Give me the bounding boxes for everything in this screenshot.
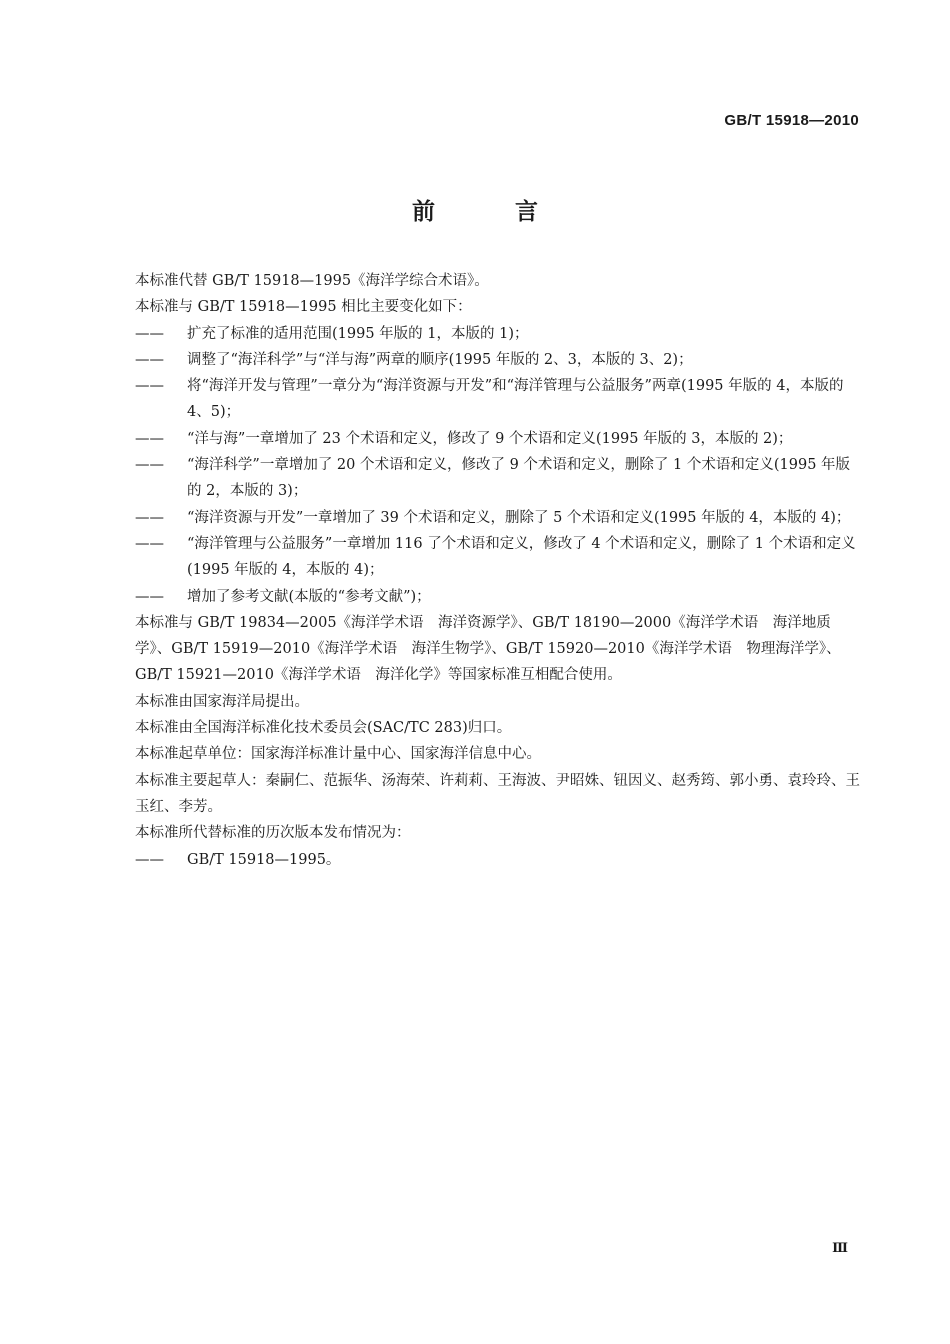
dash-mark: —— (135, 325, 164, 342)
change-item-text: “海洋科学”一章增加了 20 个术语和定义，修改了 9 个术语和定义，删除了 1 个术语和定义(1995 年版的 2，本版的 3)； (187, 457, 851, 500)
change-item (135, 584, 860, 610)
standard-code-header: GB/T 15918—2010 (724, 112, 859, 129)
history-item (135, 847, 860, 873)
change-item-text: 扩充了标准的适用范围(1995 年版的 1，本版的 1)； (187, 325, 529, 342)
paragraph-drafting-units: 本标准起草单位：国家海洋标准计量中心、国家海洋信息中心。 (135, 746, 541, 763)
paragraph-history-intro: 本标准所代替标准的历次版本发布情况为： (135, 825, 411, 842)
dash-mark: —— (135, 535, 164, 552)
change-item-text: “海洋资源与开发”一章增加了 39 个术语和定义，删除了 5 个术语和定义(1995 年版的 4，本版的 4)； (187, 509, 851, 526)
change-item (135, 505, 860, 531)
dash-mark: —— (135, 588, 164, 605)
history-item-text: GB/T 15918—1995。 (187, 851, 341, 868)
change-item (135, 373, 860, 426)
change-item (135, 531, 860, 584)
paragraph-administered-by: 本标准由全国海洋标准化技术委员会(SAC/TC 283)归口。 (135, 720, 512, 737)
change-item (135, 426, 860, 452)
page-number: Ⅲ (832, 1240, 848, 1255)
page-title: 前 言 (411, 199, 574, 225)
change-item-text: “洋与海”一章增加了 23 个术语和定义，修改了 9 个术语和定义(1995 年版的 3，本版的 2)； (187, 430, 793, 447)
change-item (135, 452, 860, 505)
change-item-text: 增加了参考文献(本版的“参考文献”)； (187, 588, 431, 605)
dash-mark: —— (135, 430, 164, 447)
paragraph-proposed-by: 本标准由国家海洋局提出。 (135, 693, 309, 710)
change-item-text: 调整了“海洋科学”与“洋与海”两章的顺序(1995 年版的 2、3，本版的 3、2)； (187, 351, 693, 368)
change-item-text: “海洋管理与公益服务”一章增加 116 了个术语和定义，修改了 4 个术语和定义，删除了 1 个术语和定义(1995 年版的 4，本版的 4)； (187, 535, 856, 579)
dash-mark: —— (135, 509, 164, 526)
paragraph-changes-intro: 本标准与 GB/T 15918—1995 相比主要变化如下： (135, 299, 472, 316)
paragraph-related-standards: 本标准与 GB/T 19834—2005《海洋学术语 海洋资源学》、GB/T 18190—2000《海洋学术语 海洋地质学》、GB/T 15919—2010《海洋学术语 海洋生物学》、GB/T 15920—2010《海洋学术语 物理海洋学》、GB/T 15921—2010《海洋学术语 海洋化学》等国家标准互相配合使用。 (135, 614, 841, 684)
dash-mark: —— (135, 457, 164, 474)
dash-mark: —— (135, 351, 164, 368)
foreword-body (135, 268, 860, 873)
dash-mark: —— (135, 851, 164, 868)
dash-mark: —— (135, 378, 164, 395)
paragraph-drafters: 本标准主要起草人：秦嗣仁、范振华、汤海荣、许莉莉、王海波、尹昭姝、钮因义、赵秀筠、郭小勇、袁玲玲、王玉红、李芳。 (135, 772, 860, 815)
paragraph-replaces: 本标准代替 GB/T 15918—1995《海洋学综合术语》。 (135, 273, 489, 289)
change-item (135, 347, 860, 373)
change-item-text: 将“海洋开发与管理”一章分为“海洋资源与开发”和“海洋管理与公益服务”两章(1995 年版的 4，本版的 4、5)； (187, 378, 844, 421)
change-item (135, 321, 860, 347)
